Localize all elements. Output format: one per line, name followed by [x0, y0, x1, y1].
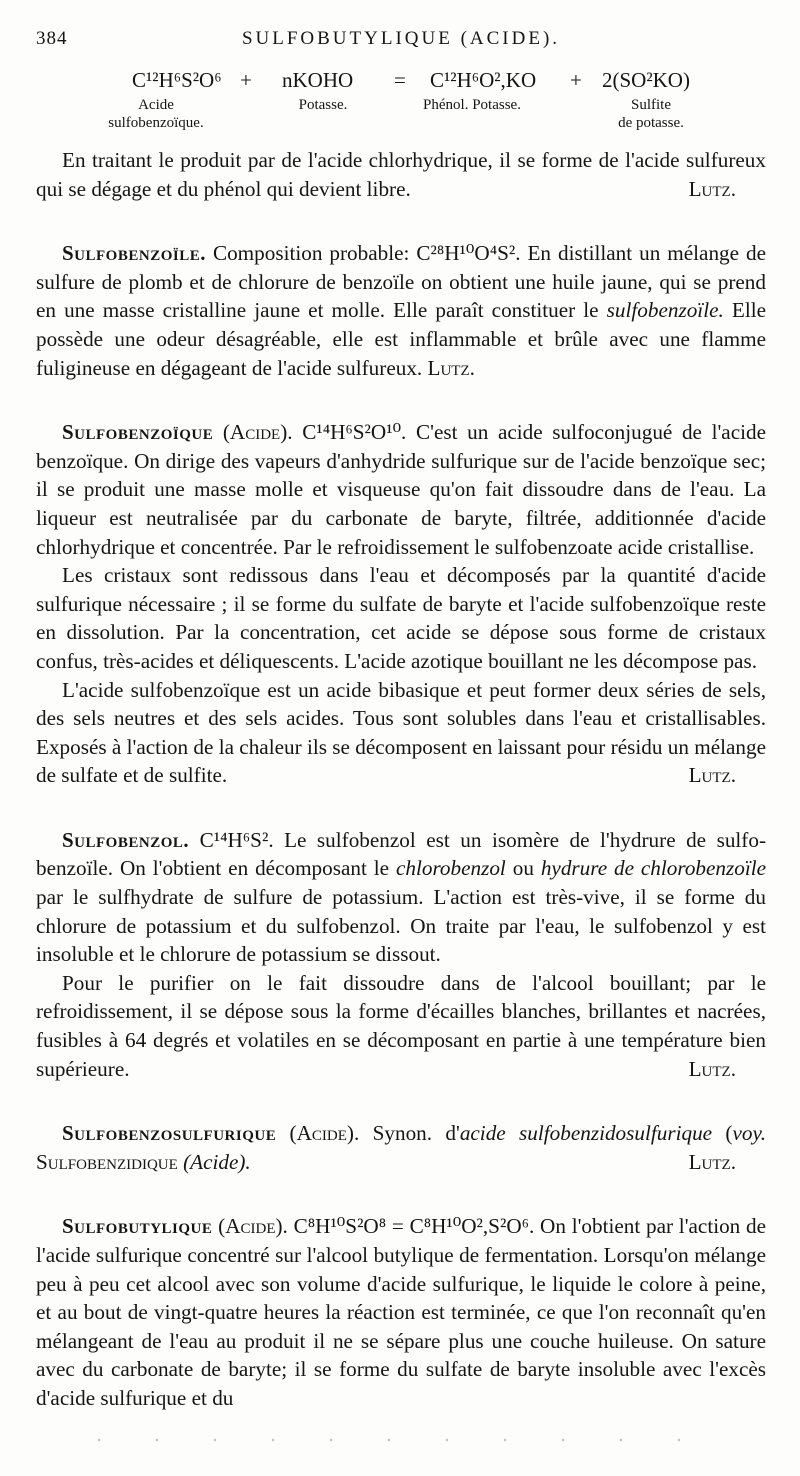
page: [36, 28, 766, 1413]
italic-term: chlorobenzol: [395, 856, 506, 881]
author-signature: Lutz.: [688, 176, 736, 201]
paragraph-text: (: [725, 1121, 733, 1146]
entry-tag: (Acide).: [218, 1214, 288, 1239]
paragraph-text: Synon.: [372, 1121, 433, 1146]
paragraph-text: C⁸H¹⁰S²O⁸ = C⁸H¹⁰O²,S²O⁶. On l'obtient par l'action de l'acide sulfurique concentré sur l'alcool butylique de fermentation. Lorsqu'on mélange peu à peu cet alcool avec son volume d'acide sulfurique, le liquide le colore à peine, et au bout de vingt-quatre heures la réaction est terminée, ce que l'on reconnaît qu'en mélangeant de l'eau au produit il ne se sépare plus une couche huileuse. On sature avec du carbonate de baryte; il se forme du sulfate de baryte insoluble avec l'excès d'acide sulfurique et du: [36, 1214, 767, 1410]
equation-caption: [596, 96, 706, 132]
paragraph-text: C¹⁴H⁶S²O¹⁰. C'est un acide sulfoconjugué de l'acide benzoïque. On dirige des vapeurs d'anhydride sulfurique sur de l'acide benzoïque sec; il se produit une masse molle et visqueuse qu'on fait dissoudre dans de l'eau. La liqueur est neutralisée par du carbonate de baryte, filtrée, additionnée d'acide chlorhydrique et concentrée. Par le refroidissement le sulfobenzoate acide cristallise.: [36, 420, 766, 559]
equation-term: 2(SO²KO): [602, 68, 690, 92]
caption-line: de potasse.: [618, 115, 684, 131]
author-signature: Lutz.: [688, 1149, 736, 1174]
author-signature: Lutz.: [427, 355, 475, 380]
bleed-through-dots: [70, 1438, 730, 1442]
italic-term: voy.: [732, 1121, 766, 1146]
italic-term: (Acide).: [183, 1149, 251, 1174]
paragraph: Les cristaux sont redissous dans l'eau et décomposés par la quantité d'acide sulfurique nécessaire ; il se forme du sulfate de baryte et l'acide sulfobenzoïque reste en dissolution. Par la concentration, cet acide se dépose sous forme de cristaux confus, très-acides et déliquescents. L'acide azotique bouillant ne les décompose pas.: [36, 563, 766, 673]
paragraph-text: Pour le purifier on le fait dissoudre dans de l'alcool bouillant; par le refroidissement, il se dépose sous la forme d'écailles blanches, brillantes et nacrées, fusibles à 64 degrés et volatiles en se décomposant en partie à une température bien supérieure.: [36, 970, 766, 1081]
paragraph-text: d': [445, 1121, 460, 1146]
author-signature: Lutz.: [688, 1056, 736, 1081]
cross-reference: Sulfobenzidique: [36, 1149, 178, 1174]
caption-line: Sulfite: [631, 97, 671, 113]
paragraph-text: Elle possède une odeur désagréable, elle est inflammable et brûle avec une flamme fuligineuse en dégageant de l'acide sulfureux.: [36, 298, 766, 380]
paragraph-text: Composition probable: C²⁸H¹⁰O⁴S². En distillant un mélange de sulfure de plomb et de chlorure de benzoïle on obtient une huile jaune, qui se prend en une masse cristalline jaune et molle. Elle paraît constituer le: [36, 241, 766, 323]
entry-sulfobenzoique: [36, 418, 766, 561]
italic-term: sulfobenzoïle.: [606, 298, 724, 323]
intro-paragraph: [36, 146, 766, 203]
entry-tag: (Acide).: [222, 420, 293, 445]
entry-heading: Sulfobenzoïle.: [62, 241, 206, 266]
equation-term: C¹²H⁶S²O⁶: [132, 68, 222, 92]
caption-line: Acide: [138, 97, 174, 113]
paragraph: [36, 676, 766, 790]
equation-operator: +: [240, 68, 252, 92]
equation-operator: +: [570, 68, 582, 92]
author-signature: Lutz.: [688, 763, 736, 788]
entry-sulfobenzosulfurique: [36, 1119, 766, 1176]
equation-operator: =: [394, 68, 406, 92]
entry-sulfobenzoile: [36, 239, 766, 382]
paragraph: [36, 969, 766, 1083]
italic-term: acide sulfobenzidosulfurique: [459, 1121, 713, 1146]
equation-caption: Potasse.: [298, 97, 348, 113]
equation-line: [36, 66, 766, 96]
paragraph-text: L'acide sulfobenzoïque est un acide bibasique et peut former deux séries de sels, des sels neutres et des sels acides. Tous sont solubles dans l'eau et cristallisables. Exposés à l'action de la chaleur ils se décomposent en laissant pour résidu un mélange de sulfate et de sulfite.: [36, 677, 766, 788]
entry-tag: (Acide).: [289, 1121, 360, 1146]
italic-term: hydrure de chlorobenzoïle: [540, 856, 767, 881]
entry-heading: Sulfobenzoïque: [62, 420, 214, 445]
paragraph-text: ou: [512, 856, 534, 881]
equation-caption: Phénol. Potasse.: [423, 97, 521, 113]
equation-term: C¹²H⁶O²,KO: [430, 68, 537, 92]
paragraph-text: En traitant le produit par de l'acide chlorhydrique, il se forme de l'acide sulfureux qui se dégage et du phénol qui devient libre.: [36, 148, 766, 201]
paragraph-text: C¹⁴H⁶S². Le sulfobenzol est un isomère de l'hydrure de sulfo-benzoïle. On l'obtient en décomposant le: [36, 827, 766, 881]
entry-heading: Sulfobenzosulfurique: [62, 1121, 277, 1146]
caption-line: sulfobenzoïque.: [108, 115, 204, 131]
running-head: [36, 28, 766, 62]
paragraph-text: par le sulfhydrate de sulfure de potassium. L'action est très-vive, il se forme du chlorure de potassium et du sulfobenzol. On traite par l'eau, le sulfobenzol y est insoluble et le chlorure de potassium se dissout.: [36, 885, 766, 967]
entry-sulfobutylique: [36, 1212, 766, 1412]
entry-sulfobenzol: [36, 826, 766, 969]
page-number: 384: [36, 28, 68, 49]
equation-term: nKOHO: [282, 68, 354, 92]
equation-caption: [96, 96, 216, 132]
entry-heading: Sulfobenzol.: [62, 827, 190, 852]
entry-heading: Sulfobutylique: [62, 1214, 213, 1239]
running-title: SULFOBUTYLIQUE (ACIDE).: [241, 28, 561, 49]
chemical-equation: [36, 66, 766, 131]
